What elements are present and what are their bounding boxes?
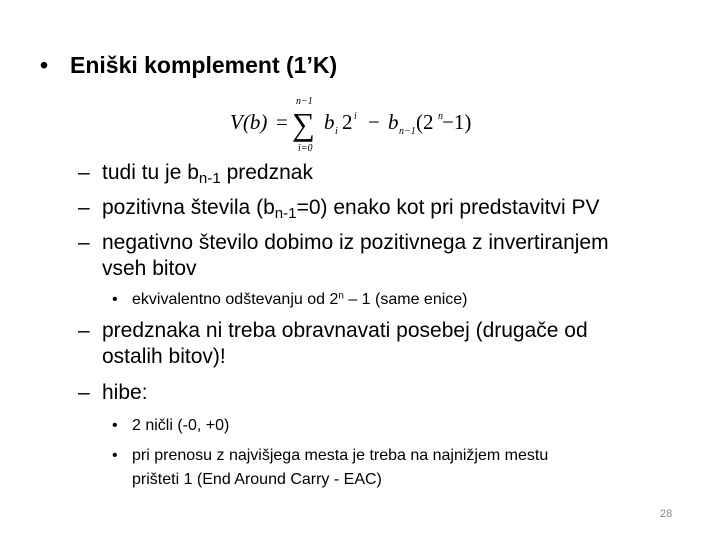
item-equivalent-subtraction xyxy=(112,288,468,312)
equiv-superscript: n xyxy=(338,290,344,302)
item-end-around-carry xyxy=(112,444,548,492)
heading-bullet: • xyxy=(40,52,49,78)
slide-heading xyxy=(40,52,337,79)
sign-bit-text: tudi tu je b xyxy=(102,161,199,184)
carry-text-line1: pri prenosu z najvišjega mesta je treba na najnižjem mestu xyxy=(132,447,549,464)
positive-subscript: n-1 xyxy=(274,204,297,222)
two-zeros-text: 2 ničli (-0, +0) xyxy=(132,417,230,434)
dot-bullet: • xyxy=(112,291,118,308)
dot-bullet: • xyxy=(112,417,118,434)
dash-bullet: – xyxy=(78,231,90,254)
heading-text: Eniški komplement (1’K) xyxy=(70,52,338,78)
formula-term1-base: b xyxy=(324,110,335,134)
carry-text-line2: prišteti 1 (End Around Carry - EAC) xyxy=(132,471,382,488)
item-sign-bit xyxy=(78,160,313,186)
equiv-text: ekvivalentno odštevanju od 2 xyxy=(132,291,339,308)
dot-bullet: • xyxy=(112,447,118,464)
dash-bullet: – xyxy=(78,196,90,219)
formula-term2-base: b xyxy=(388,110,399,134)
positive-text: pozitivna števila (b xyxy=(102,196,275,219)
page-number: 28 xyxy=(660,508,673,520)
negative-text-line2: vseh bitov xyxy=(102,257,197,280)
sign-bit-text-end: predznak xyxy=(220,161,313,184)
item-sign-handling xyxy=(78,318,588,370)
formula-term2-sub: n−1 xyxy=(399,126,416,137)
dash-bullet: – xyxy=(78,381,90,404)
dash-bullet: – xyxy=(78,319,90,342)
formula-equals: = xyxy=(276,110,288,134)
formula-sum-lower: i=0 xyxy=(298,143,313,154)
flaws-text: hibe: xyxy=(102,381,148,404)
formula-term2-exp: n xyxy=(438,111,443,122)
item-flaws xyxy=(78,380,148,406)
formula-minus: − xyxy=(368,110,380,134)
formula-term2-open: (2 xyxy=(416,110,434,134)
sign-handling-line1: predznaka ni treba obravnavati posebej (drugače od xyxy=(102,319,588,342)
ones-complement-formula xyxy=(228,93,488,155)
item-negative-numbers xyxy=(78,230,609,282)
formula-term1-exp: i xyxy=(354,111,357,122)
formula-term2-rest: −1) xyxy=(442,110,472,134)
item-positive-numbers xyxy=(78,195,600,221)
formula-sum-upper: n−1 xyxy=(296,96,313,107)
sign-bit-subscript: n-1 xyxy=(198,169,221,187)
sign-handling-line2: ostalih bitov)! xyxy=(102,345,226,368)
item-two-zeros xyxy=(112,414,229,438)
positive-text-end: =0) enako kot pri predstavitvi PV xyxy=(296,196,600,219)
equiv-text-end: – 1 (same enice) xyxy=(343,291,468,308)
formula-term1-sub: i xyxy=(335,126,338,137)
formula-sum-symbol: ∑ xyxy=(292,106,315,142)
negative-text-line1: negativno število dobimo iz pozitivnega z invertiranjem xyxy=(102,231,609,254)
formula-term1-two: 2 xyxy=(342,110,353,134)
dash-bullet: – xyxy=(78,161,90,184)
formula-lhs: V(b) xyxy=(230,110,268,134)
